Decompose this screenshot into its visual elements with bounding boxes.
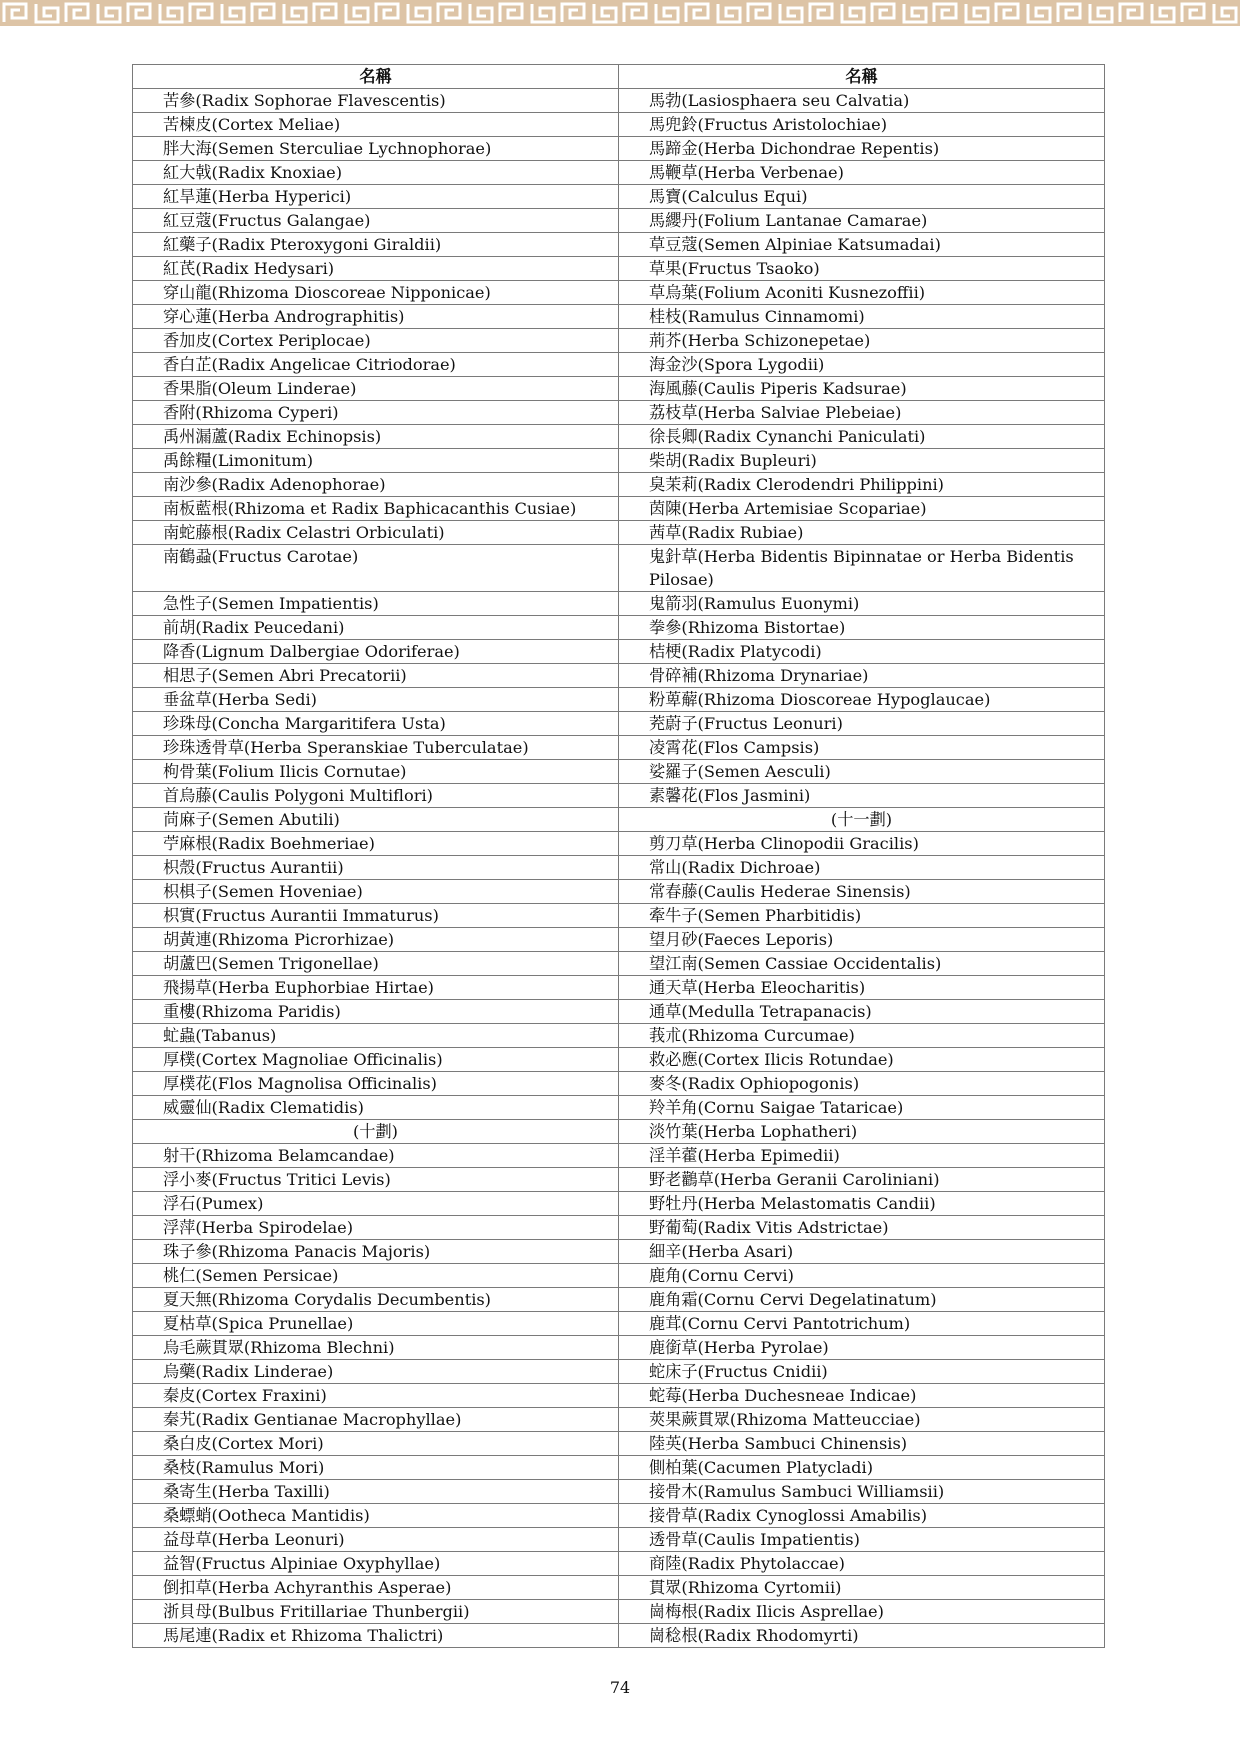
herb-cell-left: 枳實(Fructus Aurantii Immaturus) [133,904,619,928]
table-row [133,137,1105,161]
herb-cell-right: 淡竹葉(Herba Lophatheri) [619,1120,1105,1144]
table-row [133,1408,1105,1432]
herb-cell-left: 重樓(Rhizoma Paridis) [133,1000,619,1024]
herb-cell-right: 通天草(Herba Eleocharitis) [619,976,1105,1000]
herb-cell-left: 香附(Rhizoma Cyperi) [133,401,619,425]
herb-cell-right: 海金沙(Spora Lygodii) [619,353,1105,377]
herb-cell-left: 珍珠透骨草(Herba Speranskiae Tuberculatae) [133,736,619,760]
herb-cell-left: 桑螵蛸(Ootheca Mantidis) [133,1504,619,1528]
table-row [133,1096,1105,1120]
table-row [133,209,1105,233]
table-row [133,1576,1105,1600]
table-row [133,353,1105,377]
herb-cell-left: 益母草(Herba Leonuri) [133,1528,619,1552]
table-row [133,640,1105,664]
table-row [133,1024,1105,1048]
herb-cell-left: 苦楝皮(Cortex Meliae) [133,113,619,137]
herb-cell-right: 淫羊藿(Herba Epimedii) [619,1144,1105,1168]
table-row [133,1048,1105,1072]
table-header-row [133,65,1105,89]
herb-cell-left: 夏枯草(Spica Prunellae) [133,1312,619,1336]
table-row [133,281,1105,305]
herb-cell-right: 常春藤(Caulis Hederae Sinensis) [619,880,1105,904]
table-row [133,1120,1105,1144]
herb-cell-right: 野牡丹(Herba Melastomatis Candii) [619,1192,1105,1216]
table-row [133,305,1105,329]
herb-cell-right: 馬勃(Lasiosphaera seu Calvatia) [619,89,1105,113]
table-row [133,688,1105,712]
table-row [133,592,1105,616]
table-row [133,616,1105,640]
decorative-fret-border [0,0,1240,26]
table-row [133,1288,1105,1312]
herb-cell-right: 通草(Medulla Tetrapanacis) [619,1000,1105,1024]
herb-cell-right: 海風藤(Caulis Piperis Kadsurae) [619,377,1105,401]
herb-cell-left: 浙貝母(Bulbus Fritillariae Thunbergii) [133,1600,619,1624]
herb-cell-left: 馬尾連(Radix et Rhizoma Thalictri) [133,1624,619,1648]
herb-cell-right: 野老鸛草(Herba Geranii Caroliniani) [619,1168,1105,1192]
table-row [133,185,1105,209]
herb-cell-right: 細辛(Herba Asari) [619,1240,1105,1264]
herb-cell-left: 南沙參(Radix Adenophorae) [133,473,619,497]
table-row [133,1072,1105,1096]
herb-cell-left: 桃仁(Semen Persicae) [133,1264,619,1288]
table-row [133,89,1105,113]
herb-cell-left: 苧麻根(Radix Boehmeriae) [133,832,619,856]
herb-cell-right: 鬼箭羽(Ramulus Euonymi) [619,592,1105,616]
herb-cell-left: 穿山龍(Rhizoma Dioscoreae Nipponicae) [133,281,619,305]
herb-cell-left: 前胡(Radix Peucedani) [133,616,619,640]
table-row [133,904,1105,928]
herb-cell-right: 貫眾(Rhizoma Cyrtomii) [619,1576,1105,1600]
table-row [133,1480,1105,1504]
herb-cell-left: 射干(Rhizoma Belamcandae) [133,1144,619,1168]
herb-cell-left: 胡蘆巴(Semen Trigonellae) [133,952,619,976]
table-row [133,521,1105,545]
herb-cell-right: 透骨草(Caulis Impatientis) [619,1528,1105,1552]
section-heading-cell: (十劃) [133,1120,619,1144]
table-row [133,808,1105,832]
table-row [133,832,1105,856]
table-row [133,712,1105,736]
herb-cell-right: 骨碎補(Rhizoma Drynariae) [619,664,1105,688]
herb-cell-left: 珠子參(Rhizoma Panacis Majoris) [133,1240,619,1264]
herb-cell-right: 柴胡(Radix Bupleuri) [619,449,1105,473]
herb-cell-left: 胖大海(Semen Sterculiae Lychnophorae) [133,137,619,161]
page-number: 74 [609,1678,631,1697]
table-row [133,1600,1105,1624]
herb-cell-left: 秦艽(Radix Gentianae Macrophyllae) [133,1408,619,1432]
herb-cell-left: 南板藍根(Rhizoma et Radix Baphicacanthis Cusiae) [133,497,619,521]
herb-cell-right: 馬兜鈴(Fructus Aristolochiae) [619,113,1105,137]
table-row [133,856,1105,880]
table-row [133,257,1105,281]
herb-cell-left: 益智(Fructus Alpiniae Oxyphyllae) [133,1552,619,1576]
herb-cell-left: 紅藥子(Radix Pteroxygoni Giraldii) [133,233,619,257]
herb-cell-left: 苦參(Radix Sophorae Flavescentis) [133,89,619,113]
herb-cell-left: 烏藥(Radix Linderae) [133,1360,619,1384]
table-row [133,329,1105,353]
herb-cell-left: 浮石(Pumex) [133,1192,619,1216]
table-row [133,113,1105,137]
herb-cell-right: 凌霄花(Flos Campsis) [619,736,1105,760]
section-heading-cell: (十一劃) [619,808,1105,832]
herb-cell-right: 救必應(Cortex Ilicis Rotundae) [619,1048,1105,1072]
herb-cell-right: 望月砂(Faeces Leporis) [619,928,1105,952]
table-row [133,1624,1105,1648]
table-row [133,1000,1105,1024]
herb-cell-left: 降香(Lignum Dalbergiae Odoriferae) [133,640,619,664]
herb-cell-right: 鹿銜草(Herba Pyrolae) [619,1336,1105,1360]
table-row [133,1360,1105,1384]
herb-cell-left: 烏毛蕨貫眾(Rhizoma Blechni) [133,1336,619,1360]
herb-cell-left: 首烏藤(Caulis Polygoni Multiflori) [133,784,619,808]
herb-cell-right: 臭茉莉(Radix Clerodendri Philippini) [619,473,1105,497]
herb-cell-right: 馬鞭草(Herba Verbenae) [619,161,1105,185]
herb-cell-left: 厚樸花(Flos Magnolisa Officinalis) [133,1072,619,1096]
herb-cell-right: 桂枝(Ramulus Cinnamomi) [619,305,1105,329]
table-row [133,1432,1105,1456]
herb-cell-left: 桑白皮(Cortex Mori) [133,1432,619,1456]
column-header-right: 名稱 [619,65,1105,89]
herb-cell-right: 常山(Radix Dichroae) [619,856,1105,880]
herb-cell-right: 草豆蔻(Semen Alpiniae Katsumadai) [619,233,1105,257]
herb-cell-right: 崗梅根(Radix Ilicis Asprellae) [619,1600,1105,1624]
herb-cell-left: 紅大戟(Radix Knoxiae) [133,161,619,185]
table-row [133,928,1105,952]
table-row [133,784,1105,808]
herb-cell-right: 接骨木(Ramulus Sambuci Williamsii) [619,1480,1105,1504]
table-row [133,233,1105,257]
herb-cell-right: 桔梗(Radix Platycodi) [619,640,1105,664]
table-row [133,1552,1105,1576]
table-row [133,425,1105,449]
herb-cell-left: 秦皮(Cortex Fraxini) [133,1384,619,1408]
table-row [133,880,1105,904]
herb-name-table [132,64,1105,1648]
table-row [133,1384,1105,1408]
herb-cell-left: 飛揚草(Herba Euphorbiae Hirtae) [133,976,619,1000]
herb-cell-right: 望江南(Semen Cassiae Occidentalis) [619,952,1105,976]
herb-cell-right: 鹿角(Cornu Cervi) [619,1264,1105,1288]
table-row [133,1528,1105,1552]
herb-cell-right: 接骨草(Radix Cynoglossi Amabilis) [619,1504,1105,1528]
table-row [133,760,1105,784]
table-row [133,736,1105,760]
herb-cell-right: 茺蔚子(Fructus Leonuri) [619,712,1105,736]
herb-cell-right: 草烏葉(Folium Aconiti Kusnezoffii) [619,281,1105,305]
herb-cell-left: 珍珠母(Concha Margaritifera Usta) [133,712,619,736]
herb-cell-right: 側柏葉(Cacumen Platycladi) [619,1456,1105,1480]
herb-cell-right: 野葡萄(Radix Vitis Adstrictae) [619,1216,1105,1240]
table-row [133,545,1105,592]
table-row [133,1168,1105,1192]
table-row [133,473,1105,497]
herb-cell-right: 麥冬(Radix Ophiopogonis) [619,1072,1105,1096]
herb-cell-right: 馬蹄金(Herba Dichondrae Repentis) [619,137,1105,161]
herb-cell-right: 崗稔根(Radix Rhodomyrti) [619,1624,1105,1648]
herb-cell-left: 苘麻子(Semen Abutili) [133,808,619,832]
herb-cell-right: 茜草(Radix Rubiae) [619,521,1105,545]
herb-cell-left: 倒扣草(Herba Achyranthis Asperae) [133,1576,619,1600]
herb-cell-left: 胡黃連(Rhizoma Picrorhizae) [133,928,619,952]
herb-cell-left: 紅芪(Radix Hedysari) [133,257,619,281]
table-row [133,1264,1105,1288]
herb-cell-right: 鬼針草(Herba Bidentis Bipinnatae or Herba Bidentis Pilosae) [619,545,1105,592]
table-row [133,1144,1105,1168]
table-row [133,1456,1105,1480]
table-row [133,497,1105,521]
herb-cell-left: 桑寄生(Herba Taxilli) [133,1480,619,1504]
herb-cell-right: 草果(Fructus Tsaoko) [619,257,1105,281]
herb-cell-left: 浮萍(Herba Spirodelae) [133,1216,619,1240]
herb-cell-right: 茵陳(Herba Artemisiae Scopariae) [619,497,1105,521]
herb-cell-left: 穿心蓮(Herba Andrographitis) [133,305,619,329]
herb-cell-left: 枳殼(Fructus Aurantii) [133,856,619,880]
table-row [133,664,1105,688]
table-row [133,1240,1105,1264]
herb-cell-right: 鹿茸(Cornu Cervi Pantotrichum) [619,1312,1105,1336]
herb-cell-left: 相思子(Semen Abri Precatorii) [133,664,619,688]
herb-cell-right: 剪刀草(Herba Clinopodii Gracilis) [619,832,1105,856]
herb-cell-right: 徐長卿(Radix Cynanchi Paniculati) [619,425,1105,449]
herb-cell-left: 禹餘糧(Limonitum) [133,449,619,473]
table-row [133,1192,1105,1216]
herb-cell-right: 商陸(Radix Phytolaccae) [619,1552,1105,1576]
herb-cell-left: 厚樸(Cortex Magnoliae Officinalis) [133,1048,619,1072]
table-row [133,952,1105,976]
table-row [133,401,1105,425]
table-row [133,1336,1105,1360]
herb-cell-right: 陸英(Herba Sambuci Chinensis) [619,1432,1105,1456]
herb-cell-left: 禹州漏蘆(Radix Echinopsis) [133,425,619,449]
herb-cell-right: 羚羊角(Cornu Saigae Tataricae) [619,1096,1105,1120]
herb-cell-left: 急性子(Semen Impatientis) [133,592,619,616]
herb-cell-left: 垂盆草(Herba Sedi) [133,688,619,712]
table-row [133,976,1105,1000]
table-body [133,89,1105,1648]
herb-cell-right: 莪朮(Rhizoma Curcumae) [619,1024,1105,1048]
herb-cell-left: 桑枝(Ramulus Mori) [133,1456,619,1480]
table-row [133,161,1105,185]
herb-cell-left: 南蛇藤根(Radix Celastri Orbiculati) [133,521,619,545]
herb-cell-left: 夏天無(Rhizoma Corydalis Decumbentis) [133,1288,619,1312]
herb-cell-left: 香白芷(Radix Angelicae Citriodorae) [133,353,619,377]
herb-cell-left: 枸骨葉(Folium Ilicis Cornutae) [133,760,619,784]
table-row [133,1312,1105,1336]
herb-cell-right: 蛇床子(Fructus Cnidii) [619,1360,1105,1384]
herb-cell-right: 蛇莓(Herba Duchesneae Indicae) [619,1384,1105,1408]
herb-cell-right: 鹿角霜(Cornu Cervi Degelatinatum) [619,1288,1105,1312]
herb-cell-right: 粉萆薢(Rhizoma Dioscoreae Hypoglaucae) [619,688,1105,712]
herb-cell-right: 荊芥(Herba Schizonepetae) [619,329,1105,353]
herb-cell-left: 香加皮(Cortex Periplocae) [133,329,619,353]
herb-cell-left: 香果脂(Oleum Linderae) [133,377,619,401]
herb-cell-right: 馬寶(Calculus Equi) [619,185,1105,209]
table-row [133,1504,1105,1528]
herb-cell-right: 荔枝草(Herba Salviae Plebeiae) [619,401,1105,425]
herb-cell-right: 素馨花(Flos Jasmini) [619,784,1105,808]
herb-cell-right: 拳參(Rhizoma Bistortae) [619,616,1105,640]
herb-cell-right: 莢果蕨貫眾(Rhizoma Matteucciae) [619,1408,1105,1432]
herb-cell-left: 威靈仙(Radix Clematidis) [133,1096,619,1120]
herb-cell-right: 娑羅子(Semen Aesculi) [619,760,1105,784]
herb-cell-left: 南鶴蝨(Fructus Carotae) [133,545,619,592]
table-row [133,1216,1105,1240]
table-row [133,449,1105,473]
herb-cell-right: 馬纓丹(Folium Lantanae Camarae) [619,209,1105,233]
herb-cell-left: 虻蟲(Tabanus) [133,1024,619,1048]
herb-cell-left: 紅豆蔻(Fructus Galangae) [133,209,619,233]
herb-cell-left: 紅旱蓮(Herba Hyperici) [133,185,619,209]
herb-cell-left: 浮小麥(Fructus Tritici Levis) [133,1168,619,1192]
column-header-left: 名稱 [133,65,619,89]
table-row [133,377,1105,401]
herb-cell-left: 枳椇子(Semen Hoveniae) [133,880,619,904]
herb-cell-right: 牽牛子(Semen Pharbitidis) [619,904,1105,928]
